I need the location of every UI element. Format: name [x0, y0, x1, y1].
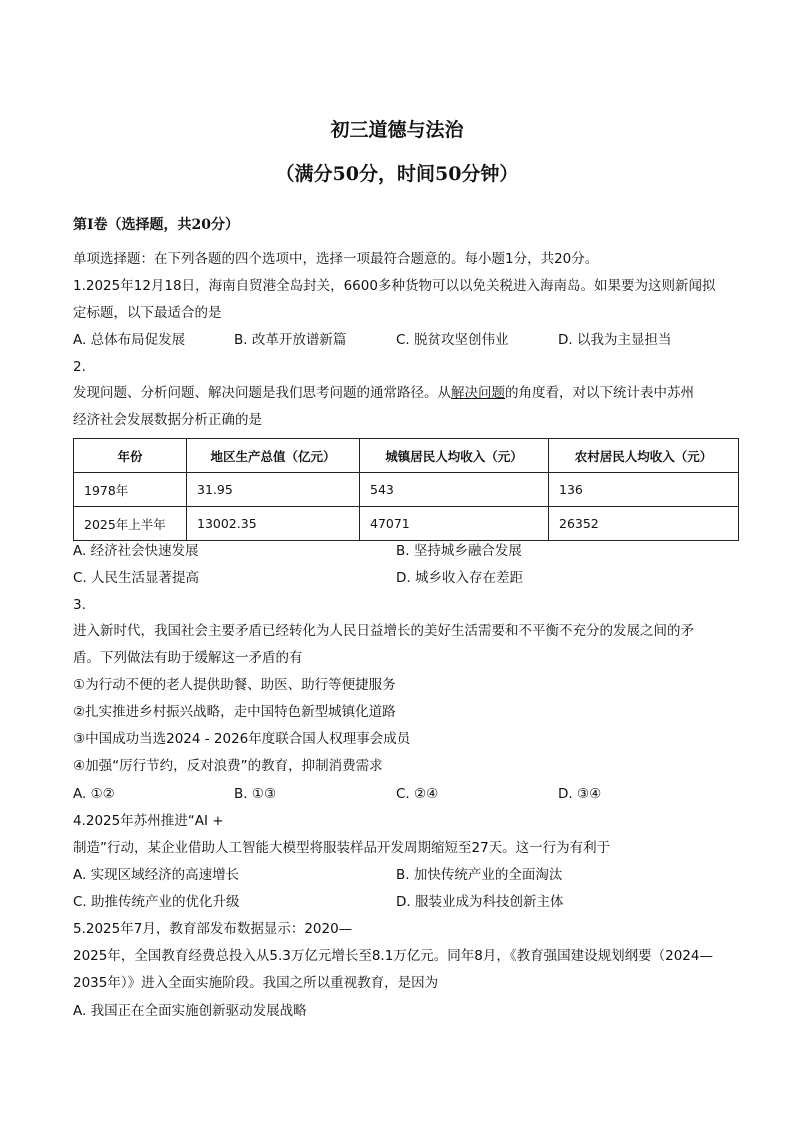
table-header: 城镇居民人均收入（元） [360, 439, 549, 473]
q2-option-a: A. 经济社会快速发展 [73, 543, 199, 559]
q2-number: 2. [73, 359, 86, 375]
table-header-row [74, 439, 739, 473]
q1-option-b: B. 改革开放谱新篇 [234, 332, 347, 348]
q3-item-1: ①为行动不便的老人提供助餐、助医、助行等便捷服务 [73, 677, 396, 693]
q3-option-c: C. ②④ [396, 786, 439, 802]
q3-option-a: A. ①② [73, 786, 115, 802]
q5-stem-line2: 2025年，全国教育经费总投入从5.3万亿元增长至8.1万亿元。同年8月，《教育强国建设规划纲要（2024— [73, 948, 713, 964]
q5-stem-line1: 5.2025年7月，教育部发布数据显示：2020— [73, 921, 353, 937]
page-subtitle: （满分50分，时间50分钟） [275, 163, 519, 185]
instructions: 单项选择题：在下列各题的四个选项中，选择一项最符合题意的。每小题1分，共20分。 [73, 251, 599, 267]
q4-option-d: D. 服装业成为科技创新主体 [396, 894, 564, 910]
q4-stem-line1: 4.2025年苏州推进“AI + [73, 813, 224, 829]
q2-option-c: C. 人民生活显著提高 [73, 570, 200, 586]
section-title: 第Ⅰ卷（选择题，共20分） [73, 217, 240, 233]
table-row [74, 507, 739, 541]
q4-option-b: B. 加快传统产业的全面淘汰 [396, 867, 563, 883]
q5-option-a: A. 我国正在全面实施创新驱动发展战略 [73, 1003, 307, 1019]
q3-stem-line2: 盾。下列做法有助于缓解这一矛盾的有 [73, 650, 303, 666]
table-cell: 31.95 [187, 473, 360, 507]
table-cell: 26352 [549, 507, 739, 541]
page-title: 初三道德与法治 [330, 119, 464, 141]
q2-stem-line1: 发现问题、分析问题、解决问题是我们思考问题的通常路径。从解决问题的角度看，对以下统计表中苏州 [73, 385, 694, 401]
q3-stem-line1: 进入新时代，我国社会主要矛盾已经转化为人民日益增长的美好生活需要和不平衡不充分的发展之间的矛 [73, 623, 694, 639]
q3-item-4: ④加强“厉行节约，反对浪费”的教育，抑制消费需求 [73, 758, 383, 774]
q3-option-d: D. ③④ [558, 786, 602, 802]
q3-option-b: B. ①③ [234, 786, 277, 802]
q2-option-b: B. 坚持城乡融合发展 [396, 543, 522, 559]
table-cell: 2025年上半年 [74, 507, 187, 541]
statistics-table [73, 438, 739, 541]
q2-option-d: D. 城乡收入存在差距 [396, 570, 523, 586]
table-cell: 13002.35 [187, 507, 360, 541]
q4-option-c: C. 助推传统产业的优化升级 [73, 894, 240, 910]
table-header: 年份 [74, 439, 187, 473]
q1-stem-line1: 1.2025年12月18日，海南自贸港全岛封关，6600多种货物可以以免关税进入海南岛。如果要为这则新闻拟 [73, 278, 716, 294]
q2-stem-line2: 经济社会发展数据分析正确的是 [73, 412, 262, 428]
table-cell: 1978年 [74, 473, 187, 507]
table-cell: 136 [549, 473, 739, 507]
q3-item-3: ③中国成功当选2024 - 2026年度联合国人权理事会成员 [73, 731, 411, 747]
table-cell: 543 [360, 473, 549, 507]
q5-stem-line3: 2035年）》进入全面实施阶段。我国之所以重视教育，是因为 [73, 975, 439, 991]
q1-option-c: C. 脱贫攻坚创伟业 [396, 332, 509, 348]
q1-option-d: D. 以我为主显担当 [558, 332, 672, 348]
table-row [74, 473, 739, 507]
q3-number: 3. [73, 597, 86, 613]
q1-option-a: A. 总体布局促发展 [73, 332, 186, 348]
table-cell: 47071 [360, 507, 549, 541]
q4-option-a: A. 实现区域经济的高速增长 [73, 867, 240, 883]
q3-item-2: ②扎实推进乡村振兴战略，走中国特色新型城镇化道路 [73, 704, 396, 720]
table-header: 农村居民人均收入（元） [549, 439, 739, 473]
q1-stem-line2: 定标题，以下最适合的是 [73, 305, 222, 321]
table-header: 地区生产总值（亿元） [187, 439, 360, 473]
q2-underlined-phrase: 解决问题 [451, 385, 505, 401]
q4-stem-line2: 制造”行动，某企业借助人工智能大模型将服装样品开发周期缩短至27天。这一行为有利于 [73, 840, 611, 856]
